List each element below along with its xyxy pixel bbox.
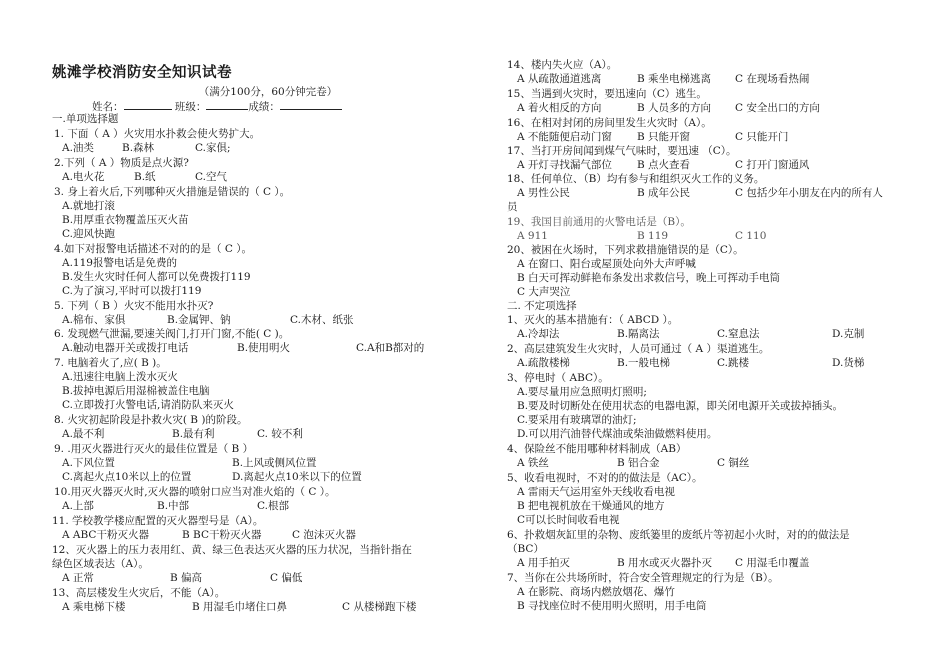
question: 2、高层建筑发生火灾时，人员可通过（ A ）渠道逃生。: [507, 343, 770, 355]
option: A.下风位置: [62, 457, 115, 469]
option: B.用厚重衣物覆盖压灭火苗: [62, 214, 189, 226]
question: 14、楼内失火应（A）。: [507, 59, 618, 71]
question: 9. .用灭火器进行灭火的最佳位置是（ B ）: [54, 443, 254, 455]
question: 2.下列（ A ）物质是点火源?: [54, 157, 189, 169]
option: A 不能随便启动门窗: [517, 131, 612, 143]
option: D.离起火点10米以下的位置: [232, 471, 362, 483]
option: C.要采用有玻璃罩的油灯;: [517, 414, 637, 426]
option: C 大声哭泣: [517, 286, 571, 298]
question: 16、在相对封闭的房间里发生火灾时（A）。: [507, 117, 712, 129]
option: D.克制: [832, 328, 865, 340]
class-label: 班级：: [174, 101, 207, 113]
question: 7、当你在公共场所时，符合安全管理规定的行为是（B）。: [507, 572, 779, 584]
option: B 乘坐电梯逃离: [637, 73, 712, 85]
option: C.窒息法: [717, 328, 760, 340]
option: A.最不利: [62, 428, 105, 440]
question: 18、任何单位、（B）均有参与和组织灭火工作的义务。: [507, 173, 765, 185]
option: B 人员多的方向: [637, 102, 712, 114]
option: A.冷却法: [517, 328, 560, 340]
student-info-row: [92, 99, 342, 114]
option: B.纸: [134, 171, 156, 183]
option: B.要及时切断处在使用状态的电器电源，即关闭电源开关或拔掉插头。: [517, 400, 844, 412]
question-continued: （BC）: [507, 543, 544, 555]
question: 17、当打开房间闻到煤气气味时，要迅速 （C）。: [507, 145, 737, 157]
option: A.要尽量用应急照明灯照明;: [517, 386, 647, 398]
option: C 用湿毛巾覆盖: [735, 557, 810, 569]
option: D.货梯: [832, 357, 865, 369]
option: B 只能开窗: [637, 131, 691, 143]
question: 4.如下对报警电话描述不对的的是（ C ）。: [54, 243, 252, 255]
name-blank[interactable]: [124, 99, 172, 110]
option: C可以长时间收看电视: [517, 514, 620, 526]
option: B 偏高: [170, 572, 203, 584]
option: B.最有利: [172, 428, 215, 440]
question: 3、停电时（ ABC）。: [507, 372, 609, 384]
question: 1、灭火的基本措施有：（ ABCD ）。: [507, 314, 679, 326]
question-continued: 员: [507, 201, 518, 213]
option: A.迅速往电脑上泼水灭火: [62, 371, 178, 383]
exam-title: 姚滩学校消防安全知识试卷: [52, 65, 232, 81]
option: C 打开门窗通风: [735, 159, 810, 171]
option: C.空气: [195, 171, 227, 183]
option: A.就地打滚: [62, 200, 115, 212]
option: C.根部: [257, 500, 289, 512]
option: A.油类: [62, 142, 94, 154]
option: C 在现场看热闹: [735, 73, 810, 85]
option: C.离起火点10米以上的位置: [62, 471, 192, 483]
option: B.上风或侧风位置: [232, 457, 317, 469]
option: C.跳楼: [717, 357, 749, 369]
option: B 把电视机放在干燥通风的地方: [517, 500, 665, 512]
option: A 男性公民: [517, 187, 570, 199]
option: C.立即拨打火警电话,请消防队来灭火: [62, 399, 234, 411]
option: A 开灯寻找漏气部位: [517, 159, 612, 171]
option: C 安全出口的方向: [735, 102, 820, 114]
option: A ABC干粉灭火器: [62, 529, 149, 541]
question-continued: 绿色区域表达（A）。: [52, 558, 149, 570]
option: A 在窗口、阳台或屋顶处向外大声呼喊: [517, 258, 696, 270]
option: A.上部: [62, 500, 94, 512]
exam-subtitle: （满分100分，60分钟完卷）: [198, 86, 338, 98]
option: B.一般电梯: [617, 357, 671, 369]
option: C.木材、纸张: [290, 314, 354, 326]
option: C. 较不利: [257, 428, 303, 440]
class-blank[interactable]: [206, 99, 248, 110]
option: B.森林: [122, 142, 155, 154]
name-label: 姓名：: [92, 101, 124, 113]
option: B 寻找座位时不使用明火照明，用手电筒: [517, 600, 707, 612]
option: A 在影院、商场内燃放烟花、爆竹: [517, 586, 675, 598]
option: B 点火查看: [637, 159, 691, 171]
option: A 从疏散通道逃离: [517, 73, 602, 85]
option: B 用水或灭火器扑灭: [617, 557, 713, 569]
option: C.家俱;: [195, 142, 231, 154]
question: 12、灭火器上的压力表用红、黄、绿三色表达灭火器的压力状况，当指针指在: [52, 544, 412, 556]
question: 1. 下面（ A ）火灾用水扑救会使火势扩大。: [54, 128, 261, 140]
question: 4、保险丝不能用哪种材料制成（AB）: [507, 443, 687, 455]
option: A 用手拍灭: [517, 557, 570, 569]
option: A 着火相反的方向: [517, 102, 602, 114]
option: A 铁丝: [517, 457, 549, 469]
option: B.拔掉电源后用湿棉被盖住电脑: [62, 385, 210, 397]
option: C 从楼梯跑下楼: [342, 601, 417, 613]
option: C 泡沫灭火器: [292, 529, 356, 541]
option: B 铝合金: [617, 457, 660, 469]
option: A 雷雨天气运用室外天线收看电视: [517, 486, 675, 498]
option: A.电火花: [62, 171, 105, 183]
option: B.隔离法: [617, 328, 660, 340]
question: 6、扑救烟灰缸里的杂物、废纸篓里的废纸片等初起小火时，对的的做法是: [507, 529, 850, 541]
score-blank[interactable]: [280, 99, 342, 110]
option: A 乘电梯下楼: [62, 601, 126, 613]
option: C 110: [735, 230, 767, 242]
option: A.棉布、家俱: [62, 314, 126, 326]
option: C 只能开门: [735, 131, 789, 143]
option: C.A和B都对的: [356, 342, 425, 354]
option: C.为了演习,平时可以拨打119: [62, 285, 202, 297]
question: 20、被困在火场时，下列求救措施错误的是（C）。: [507, 244, 744, 256]
question: 6. 发现燃气泄漏,要速关阀门,打开门窗,不能( C )。: [54, 328, 290, 340]
option: B BC干粉灭火器: [182, 529, 262, 541]
option: C.迎风快跑: [62, 228, 115, 240]
section-title: 一.单项选择题: [52, 113, 119, 125]
option: C 包括少年小朋友在内的所有人: [735, 187, 883, 199]
question: 15、当遇到火灾时，要迅速向（C）逃生。: [507, 88, 707, 100]
option: C 铜丝: [717, 457, 750, 469]
option: B.中部: [157, 500, 190, 512]
option: B.金属钾、钠: [167, 314, 231, 326]
option: B.发生火灾时任何人都可以免费拨打119: [62, 271, 251, 283]
question: 10.用灭火器灭火时,灭火器的喷射口应当对准火焰的（ C ）。: [54, 486, 336, 498]
option: B 白天可挥动鲜艳布条发出求救信号，晚上可挥动手电筒: [517, 272, 781, 284]
option: D.可以用汽油替代煤油或柴油做燃料使用。: [517, 428, 718, 440]
option: B 用湿毛巾堵住口鼻: [192, 601, 288, 613]
option: A 911: [517, 230, 548, 242]
question: 19、我国目前通用的火警电话是（B）。: [507, 216, 691, 228]
option: B 119: [637, 230, 669, 242]
option: A 正常: [62, 572, 94, 584]
score-label: 成绩：: [248, 101, 280, 113]
question: 13、高层楼发生火灾后，不能（A）。: [52, 587, 226, 599]
option: A.疏散楼梯: [517, 357, 570, 369]
question: 11. 学校教学楼应配置的灭火器型号是（A）。: [52, 515, 264, 527]
section-title: 二. 不定项选择: [507, 300, 577, 312]
question: 5、收看电视时，不对的的做法是（AC）。: [507, 472, 703, 484]
question: 7. 电脑着火了,应( B )。: [54, 357, 167, 369]
option: A.触动电器开关或拨打电话: [62, 342, 189, 354]
option: C 偏低: [270, 572, 303, 584]
option: B 成年公民: [637, 187, 691, 199]
question: 5. 下列（ B ）火灾不能用水扑灭?: [54, 300, 214, 312]
option: B.使用明火: [237, 342, 291, 354]
question: 3. 身上着火后,下列哪种灭火措施是错误的（ C ）。: [54, 186, 291, 198]
question: 8. 火灾初起阶段是扑救火灾( B )的阶段。: [54, 414, 248, 426]
option: A.119报警电话是免费的: [62, 257, 177, 269]
